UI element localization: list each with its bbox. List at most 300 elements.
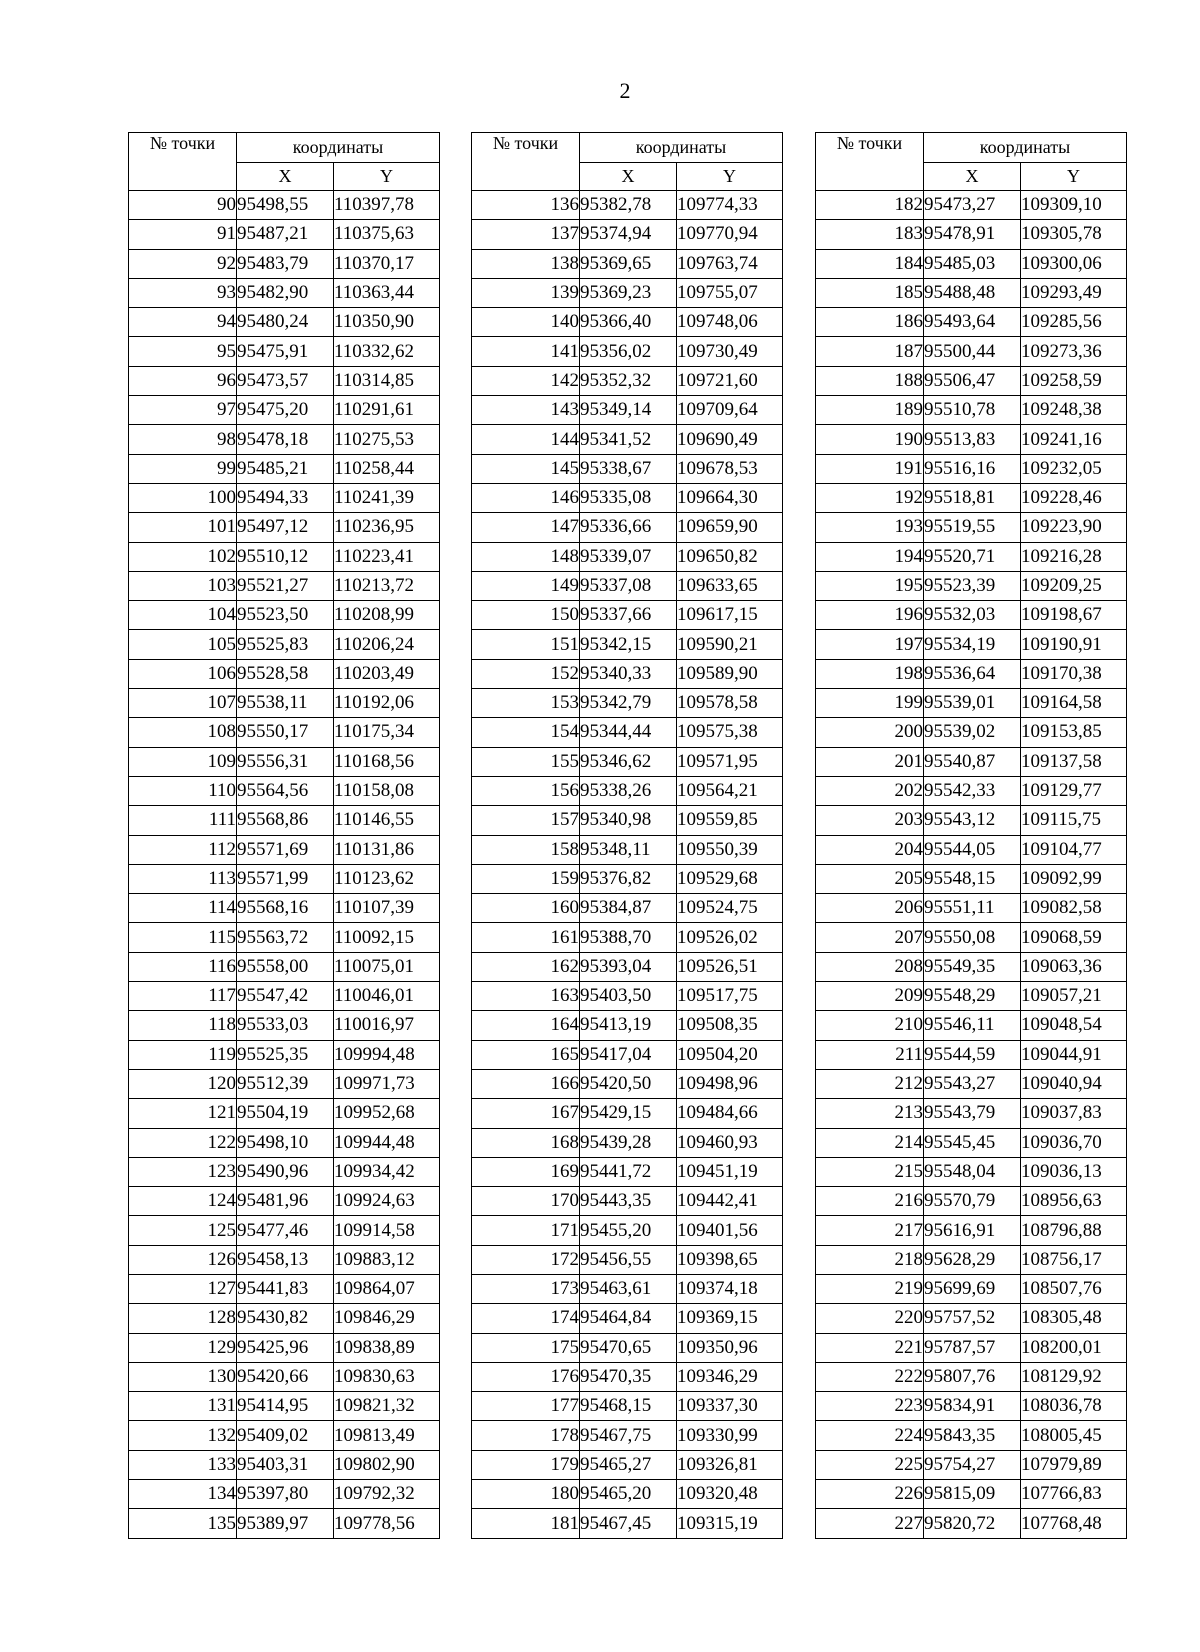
x-coordinate-cell: 95425,96 [237, 1333, 334, 1362]
y-coordinate-cell: 109934,42 [334, 1157, 440, 1186]
y-coordinate-cell: 107766,83 [1021, 1480, 1127, 1509]
table-row [816, 806, 1127, 835]
table-row [472, 308, 783, 337]
point-number-cell: 145 [472, 454, 580, 483]
point-number-cell: 153 [472, 689, 580, 718]
coordinates-table-3 [815, 132, 1127, 1539]
x-coordinate-cell: 95525,83 [237, 630, 334, 659]
point-number-cell: 187 [816, 337, 924, 366]
x-coordinate-cell: 95525,35 [237, 1040, 334, 1069]
point-number-cell: 210 [816, 1011, 924, 1040]
y-coordinate-cell: 109498,96 [677, 1069, 783, 1098]
y-coordinate-cell: 109153,85 [1021, 718, 1127, 747]
point-number-cell: 198 [816, 659, 924, 688]
table-row [472, 1450, 783, 1479]
point-number-cell: 118 [129, 1011, 237, 1040]
table-row [816, 1362, 1127, 1391]
point-number-cell: 131 [129, 1392, 237, 1421]
y-coordinate-cell: 109678,53 [677, 454, 783, 483]
x-coordinate-cell: 95546,11 [924, 1011, 1021, 1040]
point-number-cell: 90 [129, 191, 237, 220]
table-row [472, 278, 783, 307]
table-row [816, 747, 1127, 776]
point-number-cell: 120 [129, 1069, 237, 1098]
table-row [129, 483, 440, 512]
table-row [816, 1392, 1127, 1421]
y-coordinate-cell: 108507,76 [1021, 1274, 1127, 1303]
table-row [816, 191, 1127, 220]
x-coordinate-cell: 95352,32 [580, 366, 677, 395]
point-number-cell: 140 [472, 308, 580, 337]
point-number-cell: 129 [129, 1333, 237, 1362]
point-number-cell: 197 [816, 630, 924, 659]
point-number-cell: 104 [129, 601, 237, 630]
x-coordinate-cell: 95417,04 [580, 1040, 677, 1069]
x-coordinate-cell: 95473,27 [924, 191, 1021, 220]
point-number-cell: 109 [129, 747, 237, 776]
point-number-cell: 126 [129, 1245, 237, 1274]
point-number-cell: 193 [816, 513, 924, 542]
x-coordinate-cell: 95414,95 [237, 1392, 334, 1421]
x-coordinate-cell: 95382,78 [580, 191, 677, 220]
y-coordinate-cell: 109164,58 [1021, 689, 1127, 718]
x-coordinate-cell: 95551,11 [924, 894, 1021, 923]
table-row [816, 278, 1127, 307]
point-number-cell: 209 [816, 982, 924, 1011]
x-coordinate-cell: 95344,44 [580, 718, 677, 747]
y-coordinate-cell: 109460,93 [677, 1128, 783, 1157]
table-row [129, 220, 440, 249]
point-number-cell: 124 [129, 1187, 237, 1216]
y-coordinate-cell: 109508,35 [677, 1011, 783, 1040]
table-row [472, 1304, 783, 1333]
table-row [816, 308, 1127, 337]
point-number-cell: 163 [472, 982, 580, 1011]
x-coordinate-cell: 95540,87 [924, 747, 1021, 776]
x-coordinate-cell: 95346,62 [580, 747, 677, 776]
table-row [129, 1333, 440, 1362]
point-number-cell: 167 [472, 1099, 580, 1128]
point-number-cell: 159 [472, 864, 580, 893]
y-coordinate-cell: 110092,15 [334, 923, 440, 952]
table-row [472, 191, 783, 220]
x-coordinate-cell: 95463,61 [580, 1274, 677, 1303]
point-number-cell: 117 [129, 982, 237, 1011]
point-number-cell: 102 [129, 542, 237, 571]
y-coordinate-cell: 109451,19 [677, 1157, 783, 1186]
x-coordinate-cell: 95820,72 [924, 1509, 1021, 1538]
point-number-cell: 184 [816, 249, 924, 278]
y-coordinate-cell: 109129,77 [1021, 776, 1127, 805]
point-number-cell: 152 [472, 659, 580, 688]
y-coordinate-cell: 109830,63 [334, 1362, 440, 1391]
y-coordinate-cell: 109864,07 [334, 1274, 440, 1303]
coordinates-table-2 [471, 132, 783, 1539]
point-number-cell: 92 [129, 249, 237, 278]
y-coordinate-cell: 109526,51 [677, 952, 783, 981]
x-coordinate-cell: 95480,24 [237, 308, 334, 337]
point-number-cell: 199 [816, 689, 924, 718]
y-coordinate-cell: 109924,63 [334, 1187, 440, 1216]
y-coordinate-cell: 109763,74 [677, 249, 783, 278]
table-row [129, 864, 440, 893]
table-row [129, 806, 440, 835]
point-number-cell: 127 [129, 1274, 237, 1303]
table-row [129, 1509, 440, 1538]
point-number-cell: 161 [472, 923, 580, 952]
point-number-cell: 138 [472, 249, 580, 278]
x-coordinate-cell: 95543,79 [924, 1099, 1021, 1128]
point-number-cell: 148 [472, 542, 580, 571]
point-number-cell: 106 [129, 659, 237, 688]
point-number-cell: 157 [472, 806, 580, 835]
x-coordinate-cell: 95485,21 [237, 454, 334, 483]
y-coordinate-cell: 109063,36 [1021, 952, 1127, 981]
x-coordinate-cell: 95441,72 [580, 1157, 677, 1186]
y-coordinate-cell: 109721,60 [677, 366, 783, 395]
point-number-cell: 160 [472, 894, 580, 923]
x-coordinate-cell: 95699,69 [924, 1274, 1021, 1303]
x-coordinate-cell: 95475,91 [237, 337, 334, 366]
point-number-cell: 215 [816, 1157, 924, 1186]
table-row [472, 1099, 783, 1128]
table-row [816, 1128, 1127, 1157]
table-row [472, 1187, 783, 1216]
y-coordinate-cell: 109914,58 [334, 1216, 440, 1245]
table-row [472, 1128, 783, 1157]
y-coordinate-cell: 109374,18 [677, 1274, 783, 1303]
y-coordinate-cell: 109971,73 [334, 1069, 440, 1098]
y-coordinate-cell: 109755,07 [677, 278, 783, 307]
y-coordinate-cell: 109350,96 [677, 1333, 783, 1362]
table-row [816, 1480, 1127, 1509]
point-number-cell: 113 [129, 864, 237, 893]
y-header: Y [677, 163, 783, 191]
y-coordinate-cell: 109774,33 [677, 191, 783, 220]
y-coordinate-cell: 108305,48 [1021, 1304, 1127, 1333]
x-coordinate-cell: 95420,66 [237, 1362, 334, 1391]
table-row [129, 366, 440, 395]
y-coordinate-cell: 109300,06 [1021, 249, 1127, 278]
point-number-cell: 194 [816, 542, 924, 571]
y-coordinate-cell: 110046,01 [334, 982, 440, 1011]
y-coordinate-cell: 109048,54 [1021, 1011, 1127, 1040]
point-number-cell: 134 [129, 1480, 237, 1509]
point-number-cell: 185 [816, 278, 924, 307]
y-coordinate-cell: 110370,17 [334, 249, 440, 278]
y-coordinate-cell: 109273,36 [1021, 337, 1127, 366]
x-coordinate-cell: 95429,15 [580, 1099, 677, 1128]
y-coordinate-cell: 109320,48 [677, 1480, 783, 1509]
x-coordinate-cell: 95455,20 [580, 1216, 677, 1245]
x-coordinate-cell: 95543,12 [924, 806, 1021, 835]
x-coordinate-cell: 95563,72 [237, 923, 334, 952]
table-row [816, 1040, 1127, 1069]
x-coordinate-cell: 95413,19 [580, 1011, 677, 1040]
x-coordinate-cell: 95568,16 [237, 894, 334, 923]
x-coordinate-cell: 95467,45 [580, 1509, 677, 1538]
x-coordinate-cell: 95384,87 [580, 894, 677, 923]
table-row [472, 396, 783, 425]
table-row [816, 601, 1127, 630]
point-number-cell: 190 [816, 425, 924, 454]
x-coordinate-cell: 95439,28 [580, 1128, 677, 1157]
y-coordinate-cell: 110075,01 [334, 952, 440, 981]
x-coordinate-cell: 95570,79 [924, 1187, 1021, 1216]
x-coordinate-cell: 95532,03 [924, 601, 1021, 630]
table-row [472, 747, 783, 776]
x-coordinate-cell: 95430,82 [237, 1304, 334, 1333]
y-header: Y [334, 163, 440, 191]
x-coordinate-cell: 95538,11 [237, 689, 334, 718]
point-number-cell: 156 [472, 776, 580, 805]
point-number-cell: 133 [129, 1450, 237, 1479]
point-number-cell: 162 [472, 952, 580, 981]
x-coordinate-cell: 95388,70 [580, 923, 677, 952]
y-coordinate-cell: 109748,06 [677, 308, 783, 337]
table-row [129, 1216, 440, 1245]
y-coordinate-cell: 109068,59 [1021, 923, 1127, 952]
y-coordinate-cell: 108129,92 [1021, 1362, 1127, 1391]
point-number-cell: 132 [129, 1421, 237, 1450]
x-coordinate-cell: 95512,39 [237, 1069, 334, 1098]
table-row [129, 1450, 440, 1479]
x-coordinate-cell: 95487,21 [237, 220, 334, 249]
table-row [816, 249, 1127, 278]
y-coordinate-cell: 109369,15 [677, 1304, 783, 1333]
point-number-cell: 115 [129, 923, 237, 952]
table-row [816, 425, 1127, 454]
y-coordinate-cell: 109526,02 [677, 923, 783, 952]
table-row [472, 630, 783, 659]
x-coordinate-cell: 95337,66 [580, 601, 677, 630]
y-coordinate-cell: 109037,83 [1021, 1099, 1127, 1128]
table-row [816, 1421, 1127, 1450]
x-coordinate-cell: 95564,56 [237, 776, 334, 805]
table-row [816, 1099, 1127, 1128]
y-coordinate-cell: 109504,20 [677, 1040, 783, 1069]
y-coordinate-cell: 109838,89 [334, 1333, 440, 1362]
x-coordinate-cell: 95338,26 [580, 776, 677, 805]
x-coordinate-cell: 95376,82 [580, 864, 677, 893]
x-coordinate-cell: 95458,13 [237, 1245, 334, 1274]
table-row [816, 659, 1127, 688]
table-row [472, 454, 783, 483]
table-row [816, 1011, 1127, 1040]
x-coordinate-cell: 95523,50 [237, 601, 334, 630]
x-coordinate-cell: 95550,08 [924, 923, 1021, 952]
y-coordinate-cell: 110236,95 [334, 513, 440, 542]
point-number-cell: 170 [472, 1187, 580, 1216]
x-coordinate-cell: 95549,35 [924, 952, 1021, 981]
table-row [472, 425, 783, 454]
table-row [816, 454, 1127, 483]
table-row [129, 308, 440, 337]
y-coordinate-cell: 110213,72 [334, 571, 440, 600]
point-number-cell: 180 [472, 1480, 580, 1509]
y-coordinate-cell: 109442,41 [677, 1187, 783, 1216]
point-number-cell: 139 [472, 278, 580, 307]
point-number-cell: 203 [816, 806, 924, 835]
point-number-cell: 186 [816, 308, 924, 337]
y-coordinate-cell: 110291,61 [334, 396, 440, 425]
point-number-cell: 227 [816, 1509, 924, 1538]
table-row [129, 1392, 440, 1421]
point-number-cell: 165 [472, 1040, 580, 1069]
point-number-cell: 143 [472, 396, 580, 425]
table-row [129, 1245, 440, 1274]
y-coordinate-cell: 110397,78 [334, 191, 440, 220]
table-row [129, 1128, 440, 1157]
page-number: 2 [619, 78, 631, 103]
table-row [129, 571, 440, 600]
table-row [129, 337, 440, 366]
point-number-cell: 116 [129, 952, 237, 981]
y-coordinate-cell: 109036,13 [1021, 1157, 1127, 1186]
x-coordinate-cell: 95374,94 [580, 220, 677, 249]
y-coordinate-cell: 109617,15 [677, 601, 783, 630]
point-number-cell: 219 [816, 1274, 924, 1303]
y-coordinate-cell: 109326,81 [677, 1450, 783, 1479]
y-coordinate-cell: 110206,24 [334, 630, 440, 659]
point-number-cell: 208 [816, 952, 924, 981]
x-coordinate-cell: 95506,47 [924, 366, 1021, 395]
x-coordinate-cell: 95533,03 [237, 1011, 334, 1040]
y-coordinate-cell: 110332,62 [334, 337, 440, 366]
point-number-cell: 122 [129, 1128, 237, 1157]
y-coordinate-cell: 108036,78 [1021, 1392, 1127, 1421]
table-row [816, 1509, 1127, 1538]
x-coordinate-cell: 95341,52 [580, 425, 677, 454]
point-number-header: № точки [816, 133, 924, 191]
y-coordinate-cell: 110107,39 [334, 894, 440, 923]
point-number-cell: 176 [472, 1362, 580, 1391]
point-number-cell: 220 [816, 1304, 924, 1333]
point-number-cell: 121 [129, 1099, 237, 1128]
table-row [472, 806, 783, 835]
coordinates-header: координаты [924, 133, 1127, 163]
x-coordinate-cell: 95397,80 [237, 1480, 334, 1509]
y-coordinate-cell: 108956,63 [1021, 1187, 1127, 1216]
y-coordinate-cell: 110314,85 [334, 366, 440, 395]
point-number-cell: 196 [816, 601, 924, 630]
point-number-cell: 189 [816, 396, 924, 425]
x-coordinate-cell: 95478,18 [237, 425, 334, 454]
y-coordinate-cell: 109529,68 [677, 864, 783, 893]
y-coordinate-cell: 109137,58 [1021, 747, 1127, 776]
y-coordinate-cell: 109040,94 [1021, 1069, 1127, 1098]
y-coordinate-cell: 109664,30 [677, 483, 783, 512]
table-row [472, 220, 783, 249]
y-coordinate-cell: 110146,55 [334, 806, 440, 835]
point-number-cell: 91 [129, 220, 237, 249]
x-coordinate-cell: 95336,66 [580, 513, 677, 542]
table-row [129, 1274, 440, 1303]
y-coordinate-cell: 109813,49 [334, 1421, 440, 1450]
y-coordinate-cell: 110192,06 [334, 689, 440, 718]
point-number-cell: 136 [472, 191, 580, 220]
table-row [472, 718, 783, 747]
point-number-cell: 178 [472, 1421, 580, 1450]
y-coordinate-cell: 108200,01 [1021, 1333, 1127, 1362]
y-coordinate-cell: 109315,19 [677, 1509, 783, 1538]
point-number-cell: 202 [816, 776, 924, 805]
x-coordinate-cell: 95521,27 [237, 571, 334, 600]
y-coordinate-cell: 109223,90 [1021, 513, 1127, 542]
table-row [129, 1069, 440, 1098]
y-header: Y [1021, 163, 1127, 191]
point-number-cell: 100 [129, 483, 237, 512]
x-coordinate-cell: 95528,58 [237, 659, 334, 688]
x-coordinate-cell: 95498,55 [237, 191, 334, 220]
x-coordinate-cell: 95470,35 [580, 1362, 677, 1391]
y-coordinate-cell: 109564,21 [677, 776, 783, 805]
y-coordinate-cell: 109944,48 [334, 1128, 440, 1157]
x-coordinate-cell: 95478,91 [924, 220, 1021, 249]
y-coordinate-cell: 109770,94 [677, 220, 783, 249]
x-coordinate-cell: 95497,12 [237, 513, 334, 542]
x-coordinate-cell: 95542,33 [924, 776, 1021, 805]
x-coordinate-cell: 95482,90 [237, 278, 334, 307]
point-number-cell: 207 [816, 923, 924, 952]
point-number-cell: 200 [816, 718, 924, 747]
point-number-cell: 212 [816, 1069, 924, 1098]
point-number-cell: 107 [129, 689, 237, 718]
point-number-cell: 155 [472, 747, 580, 776]
y-coordinate-cell: 109952,68 [334, 1099, 440, 1128]
x-coordinate-cell: 95340,98 [580, 806, 677, 835]
table-row [472, 542, 783, 571]
x-coordinate-cell: 95349,14 [580, 396, 677, 425]
point-number-cell: 183 [816, 220, 924, 249]
y-coordinate-cell: 109209,25 [1021, 571, 1127, 600]
table-row [472, 337, 783, 366]
point-number-cell: 149 [472, 571, 580, 600]
y-coordinate-cell: 109802,90 [334, 1450, 440, 1479]
y-coordinate-cell: 109590,21 [677, 630, 783, 659]
table-row [129, 835, 440, 864]
x-coordinate-cell: 95568,86 [237, 806, 334, 835]
table-row [816, 396, 1127, 425]
y-coordinate-cell: 110241,39 [334, 483, 440, 512]
x-coordinate-cell: 95548,15 [924, 864, 1021, 893]
table-row [129, 1011, 440, 1040]
table-row [472, 776, 783, 805]
point-number-cell: 217 [816, 1216, 924, 1245]
y-coordinate-cell: 109044,91 [1021, 1040, 1127, 1069]
coordinates-header: координаты [237, 133, 440, 163]
y-coordinate-cell: 109550,39 [677, 835, 783, 864]
y-coordinate-cell: 109309,10 [1021, 191, 1127, 220]
x-coordinate-cell: 95465,20 [580, 1480, 677, 1509]
point-number-cell: 216 [816, 1187, 924, 1216]
y-coordinate-cell: 109216,28 [1021, 542, 1127, 571]
table-row [129, 952, 440, 981]
point-number-cell: 144 [472, 425, 580, 454]
x-coordinate-cell: 95403,31 [237, 1450, 334, 1479]
x-coordinate-cell: 95616,91 [924, 1216, 1021, 1245]
point-number-cell: 181 [472, 1509, 580, 1538]
point-number-cell: 201 [816, 747, 924, 776]
x-coordinate-cell: 95556,31 [237, 747, 334, 776]
table-row [129, 630, 440, 659]
point-number-cell: 171 [472, 1216, 580, 1245]
y-coordinate-cell: 109346,29 [677, 1362, 783, 1391]
x-coordinate-cell: 95498,10 [237, 1128, 334, 1157]
point-number-cell: 222 [816, 1362, 924, 1391]
x-coordinate-cell: 95513,83 [924, 425, 1021, 454]
y-coordinate-cell: 109709,64 [677, 396, 783, 425]
